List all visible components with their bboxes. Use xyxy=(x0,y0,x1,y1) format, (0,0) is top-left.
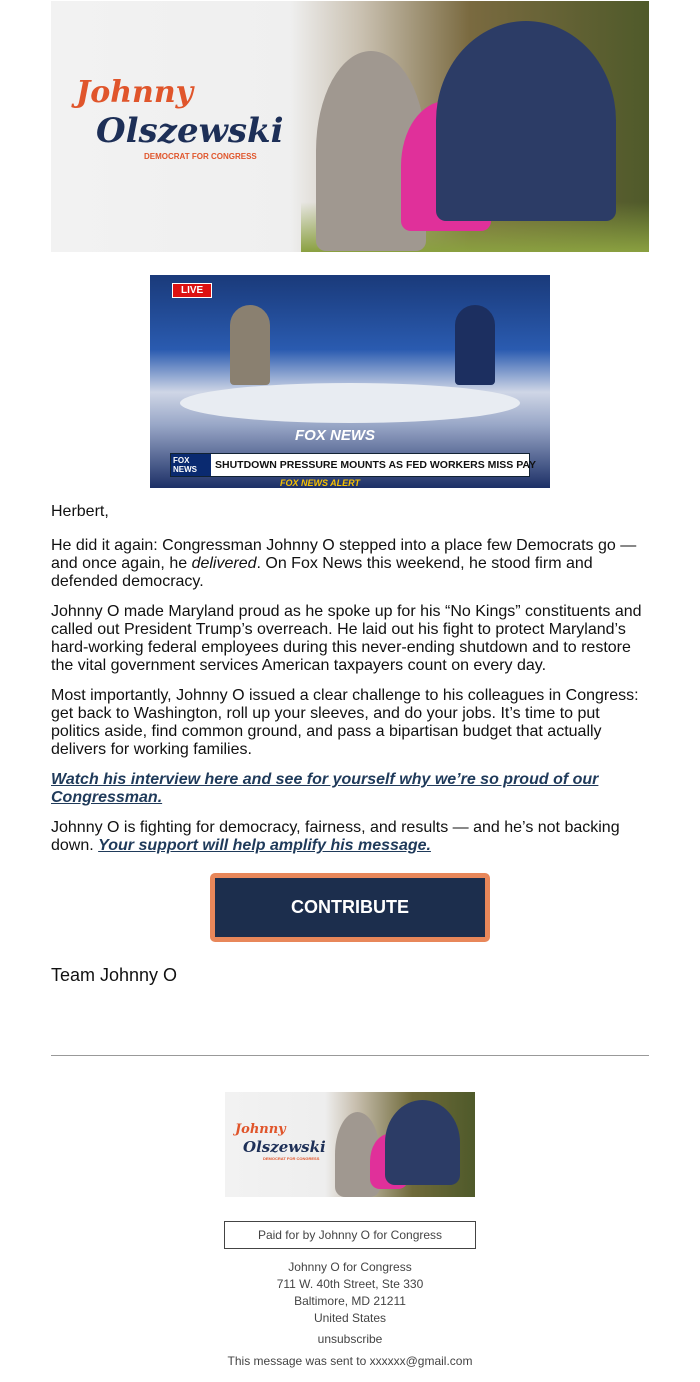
guest-figure xyxy=(455,305,495,385)
paragraph: Johnny O is fighting for democracy, fairness, and results — and he’s not backing down. Your support will help amplify his message. xyxy=(51,819,620,854)
sent-to-notice: This message was sent to xxxxxx@gmail.com xyxy=(227,1354,473,1368)
footer-org: Johnny O for Congress xyxy=(288,1260,412,1274)
chyron-logo: FOX NEWS xyxy=(171,454,211,476)
anchor-figure xyxy=(230,305,270,385)
watch-interview-link[interactable]: Watch his interview here and see for yourself why we’re so proud of our Congressman. xyxy=(51,771,599,806)
footer-banner-image xyxy=(225,1092,475,1197)
footer-country: United States xyxy=(313,1311,387,1325)
news-desk xyxy=(180,383,520,423)
video-thumbnail[interactable] xyxy=(150,275,550,488)
divider xyxy=(51,1055,649,1056)
paragraph: Most importantly, Johnny O issued a clear challenge to his colleagues in Congress: get back to Washington, roll up your sleeves, and do your jobs. It’s time to put politics aside, find common ground, and pass a bipartisan budget that actually delivers for working families. xyxy=(51,687,639,758)
logo-last-name: Olszewski xyxy=(243,1138,326,1156)
footer-city: Baltimore, MD 21211 xyxy=(294,1294,406,1308)
footer-street: 711 W. 40th Street, Ste 330 xyxy=(276,1277,424,1291)
campaign-logo xyxy=(76,75,284,162)
paragraph: He did it again: Congressman Johnny O stepped into a place few Democrats go — and once again, he delivered. On Fox News this weekend, he stood firm and defended democracy. xyxy=(51,537,637,590)
logo-tagline: DEMOCRAT FOR CONGRESS xyxy=(144,152,257,161)
live-badge: LIVE xyxy=(172,283,212,298)
campaign-logo xyxy=(235,1122,326,1162)
person-figure xyxy=(436,21,616,221)
logo-first-name: Johnny xyxy=(235,1122,286,1137)
greeting: Herbert, xyxy=(51,503,109,520)
alert-text: FOX NEWS ALERT xyxy=(280,478,361,488)
paid-for-disclaimer: Paid for by Johnny O for Congress xyxy=(224,1221,476,1249)
logo-last-name: Olszewski xyxy=(96,111,284,151)
logo-tagline: DEMOCRAT FOR CONGRESS xyxy=(263,1156,320,1161)
support-link[interactable]: Your support will help amplify his message. xyxy=(98,837,431,854)
header-banner-image xyxy=(51,1,649,252)
chyron-text: SHUTDOWN PRESSURE MOUNTS AS FED WORKERS MISS PAY xyxy=(215,459,537,471)
contribute-button[interactable]: CONTRIBUTE xyxy=(210,873,490,942)
news-chyron xyxy=(170,453,537,477)
unsubscribe-link[interactable]: unsubscribe xyxy=(317,1332,383,1346)
paragraph: Johnny O made Maryland proud as he spoke up for his “No Kings” constituents and called out President Trump’s overreach. He laid out his fight to protect Maryland’s hard-working federal employees during this never-ending shutdown and to restore the vital government services American taxpayers count on every day. xyxy=(51,603,642,674)
logo-first-name: Johnny xyxy=(76,75,194,110)
signature: Team Johnny O xyxy=(51,965,178,985)
network-logo: FOX NEWS xyxy=(295,427,376,444)
email-body xyxy=(51,503,651,867)
footer-address xyxy=(0,1259,700,1327)
